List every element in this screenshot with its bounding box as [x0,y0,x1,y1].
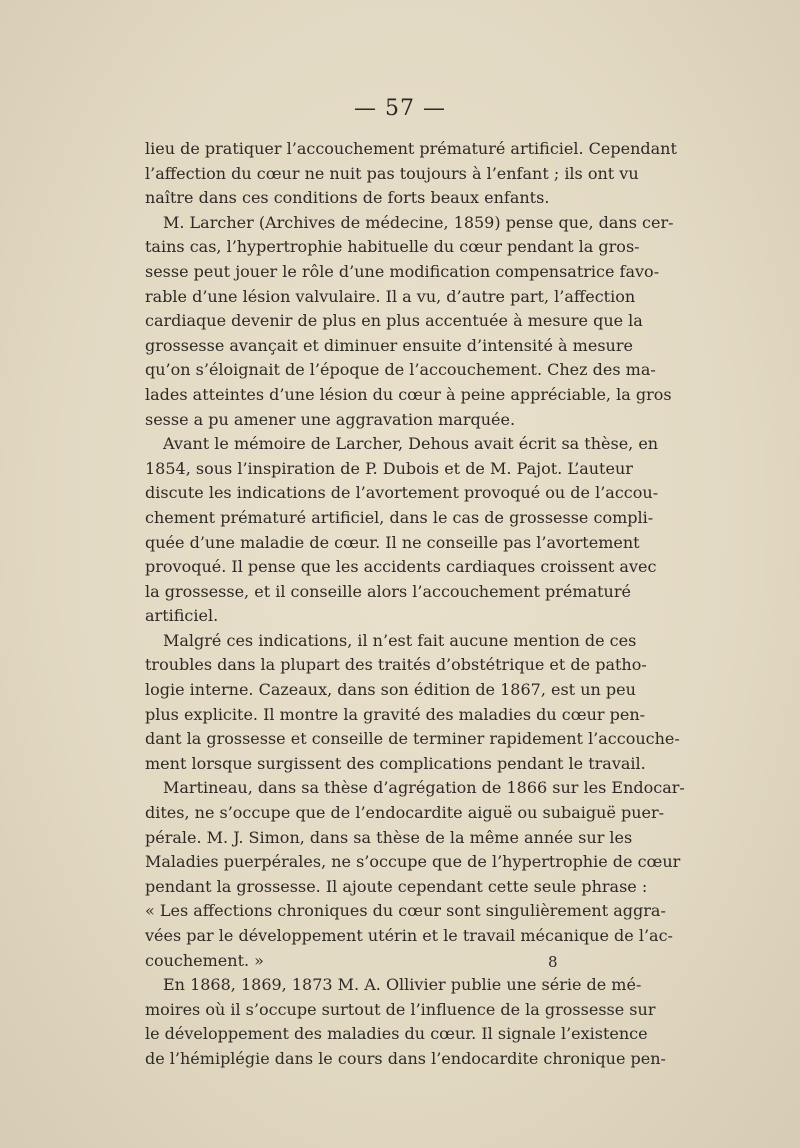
text-line: l’affection du cœur ne nuit pas toujours à l’enfant ; ils ont vu [145,163,639,183]
text-line: En 1868, 1869, 1873 M. A. Ollivier publie une série de mé- [163,975,642,995]
signature-mark: 8 [548,953,558,971]
page-number: — 57 — [354,96,446,121]
text-line: Avant le mémoire de Larcher, Dehous avait écrit sa thèse, en [163,434,659,454]
text-line: de l’hémiplégie dans le cours dans l’endocardite chronique pen- [145,1048,666,1068]
text-line: troubles dans la plupart des traités d’obstétrique et de patho- [145,655,647,675]
text-line: sesse peut jouer le rôle d’une modification compensatrice favo- [145,261,660,281]
text-line: discute les indications de l’avortement provoqué ou de l’accou- [145,483,659,503]
text-line: lieu de pratiquer l’accouchement prématuré artificiel. Cependant [145,139,677,158]
text-line: M. Larcher (Archives de médecine, 1859) pense que, dans cer- [163,212,674,232]
text-line: 1854, sous l’inspiration de P. Dubois et de M. Pajot. L’auteur [145,458,633,478]
text-line: la grossesse, et il conseille alors l’accouchement prématuré [145,581,631,601]
text-line: Martineau, dans sa thèse d’agrégation de 1866 sur les Endocar- [163,778,685,798]
text-line: rable d’une lésion valvulaire. Il a vu, d’autre part, l’affection [145,286,636,306]
text-line: logie interne. Cazeaux, dans son édition de 1867, est un peu [145,680,636,700]
text-line: grossesse avançait et diminuer ensuite d’intensité à mesure [145,335,633,355]
text-line: artificiel. [145,606,219,626]
text-line: Malgré ces indications, il n’est fait aucune mention de ces [163,630,637,650]
text-line: lades atteintes d’une lésion du cœur à peine appréciable, la gros [145,384,672,404]
text-line: Maladies puerpérales, ne s’occupe que de l’hypertrophie de cœur [145,852,681,872]
text-line: qu’on s’éloignait de l’époque de l’accouchement. Chez des ma- [145,360,656,380]
text-line: moires où il s’occupe surtout de l’influence de la grossesse sur [145,999,656,1019]
text-line: plus explicite. Il montre la gravité des maladies du cœur pen- [145,704,646,724]
text-line: tains cas, l’hypertrophie habituelle du cœur pendant la gros- [145,237,640,257]
text-line: chement prématuré artificiel, dans le cas de grossesse compli- [145,507,654,527]
text-line: dant la grossesse et conseille de terminer rapidement l’accouche- [145,729,680,749]
text-line: « Les affections chroniques du cœur sont singulièrement aggra- [145,901,666,921]
text-line: pérale. M. J. Simon, dans sa thèse de la même année sur les [145,827,633,847]
text-line: dites, ne s’occupe que de l’endocardite aiguë ou subaiguë puer- [145,803,665,823]
text-line: cardiaque devenir de plus en plus accentuée à mesure que la [145,311,643,331]
text-line: provoqué. Il pense que les accidents cardiaques croissent avec [145,557,657,577]
text-line: couchement. » [145,950,264,970]
text-line: pendant la grossesse. Il ajoute cependant cette seule phrase : [145,876,648,896]
text-line: naître dans ces conditions de forts beaux enfants. [145,188,550,208]
text-line: quée d’une maladie de cœur. Il ne conseille pas l’avortement [145,532,640,552]
body-text [145,137,685,1072]
text-line: sesse a pu amener une aggravation marquée. [145,409,516,429]
text-line: ment lorsque surgissent des complications pendant le travail. [145,753,646,773]
text-line: le développement des maladies du cœur. Il signale l’existence [145,1024,648,1044]
text-line: vées par le développement utérin et le travail mécanique de l’ac- [145,926,673,945]
